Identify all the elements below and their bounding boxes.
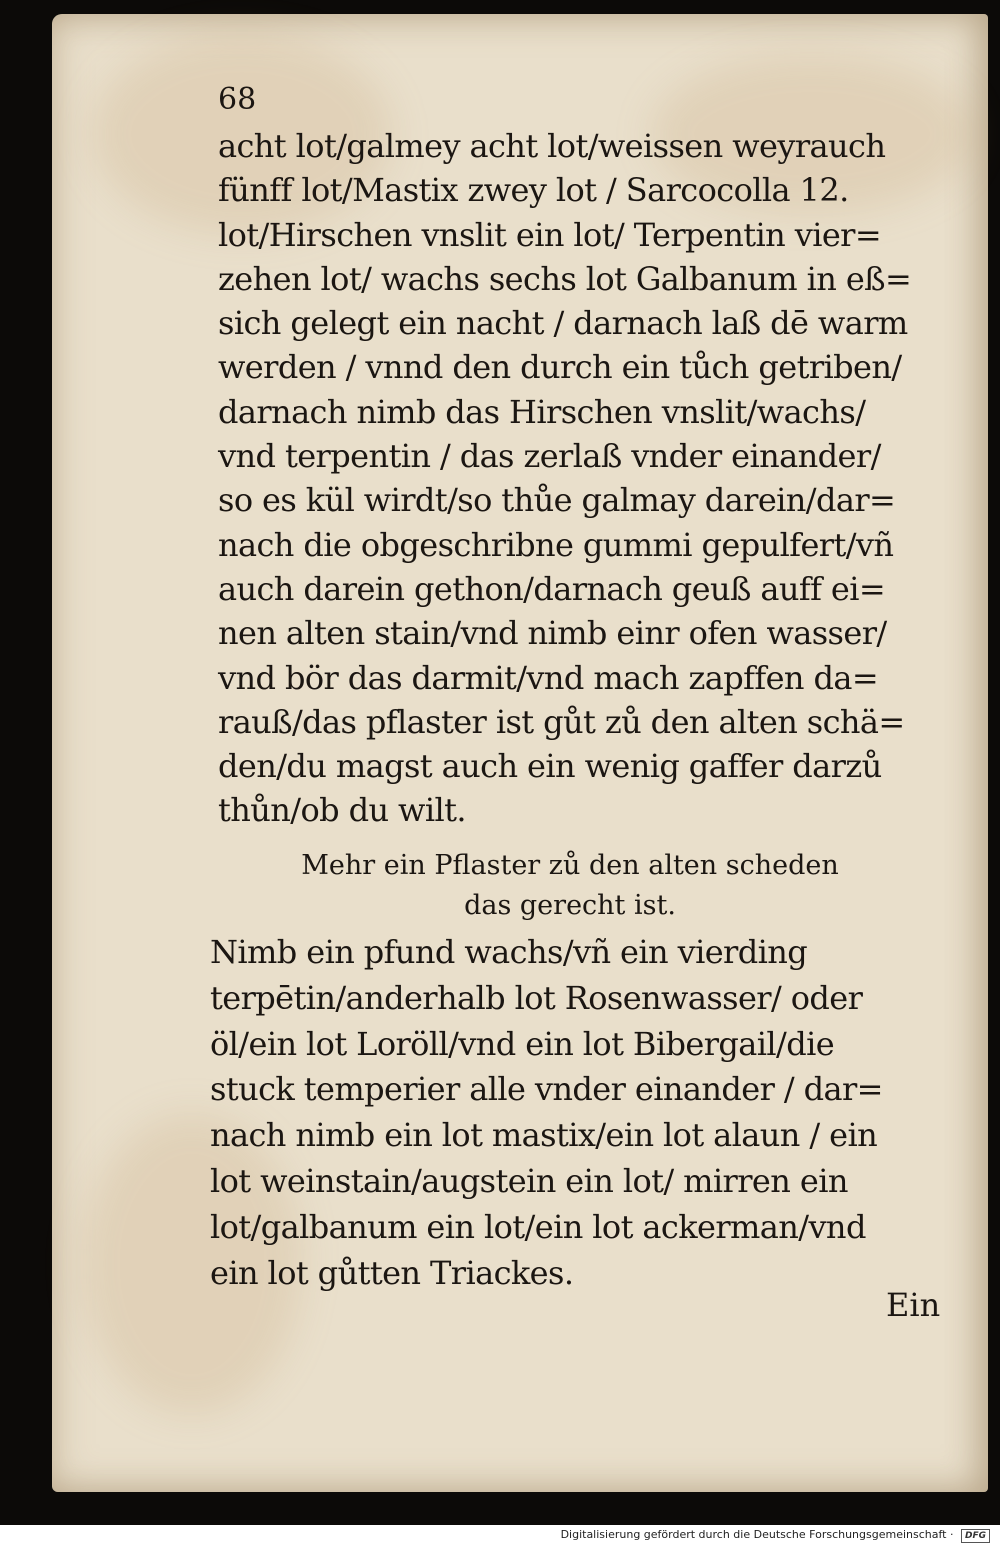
page-number: 68 [218, 82, 257, 117]
section-heading [250, 846, 890, 926]
text-line: auch darein gethon/darnach geuß auff ei= [218, 569, 886, 608]
heading-line: Mehr ein Pflaster zů den alten scheden [301, 850, 839, 881]
text-line: werden / vnnd den durch ein tůch getriben/ [218, 348, 902, 387]
text-line: sich gelegt ein nacht / darnach laß dē warm [218, 304, 908, 343]
second-text-block [210, 930, 950, 1296]
text-line: thůn/ob du wilt. [218, 791, 466, 830]
footer-credit-text: Digitalisierung gefördert durch die Deutsche Forschungsgemeinschaft · [560, 1528, 954, 1541]
dfg-logo: DFG [961, 1529, 990, 1543]
catchword: Ein [886, 1286, 941, 1324]
text-line: terpētin/anderhalb lot Rosenwasser/ oder [210, 978, 863, 1017]
text-line: nach nimb ein lot mastix/ein lot alaun / ein [210, 1116, 878, 1155]
text-line: vnd bör das darmit/vnd mach zapffen da= [218, 658, 879, 697]
text-line: nen alten stain/vnd nimb einr ofen wasser/ [218, 614, 887, 653]
heading-line: das gerecht ist. [464, 890, 676, 921]
text-line: rauß/das pflaster ist gůt zů den alten schä= [218, 702, 905, 741]
text-line: nach die obgeschribne gummi gepulfert/vñ [218, 525, 894, 564]
text-line: lot/Hirschen vnslit ein lot/ Terpentin vier= [218, 215, 882, 254]
main-text-block [218, 80, 948, 833]
footer-credit [561, 1528, 990, 1543]
text-line: so es kül wirdt/so thůe galmay darein/dar= [218, 481, 896, 520]
text-line: den/du magst auch ein wenig gaffer darzů [218, 747, 882, 786]
text-line: acht lot/galmey acht lot/weissen weyrauch [218, 127, 886, 165]
text-line: lot weinstain/augstein ein lot/ mirren ein [210, 1161, 848, 1200]
text-line: ein lot gůtten Triackes. [210, 1253, 574, 1292]
text-line: lot/galbanum ein lot/ein lot ackerman/vnd [210, 1207, 866, 1246]
text-line: fünff lot/Mastix zwey lot / Sarcocolla 12. [218, 171, 849, 210]
text-line: darnach nimb das Hirschen vnslit/wachs/ [218, 392, 866, 431]
text-line: stuck temperier alle vnder einander / dar= [210, 1070, 883, 1109]
text-line: vnd terpentin / das zerlaß vnder einander/ [218, 437, 881, 476]
text-line: zehen lot/ wachs sechs lot Galbanum in eß= [218, 259, 912, 298]
footer-bar [0, 1525, 1000, 1546]
text-line: öl/ein lot Loröll/vnd ein lot Bibergail/die [210, 1024, 835, 1063]
text-line: Nimb ein pfund wachs/vñ ein vierding [210, 933, 808, 971]
